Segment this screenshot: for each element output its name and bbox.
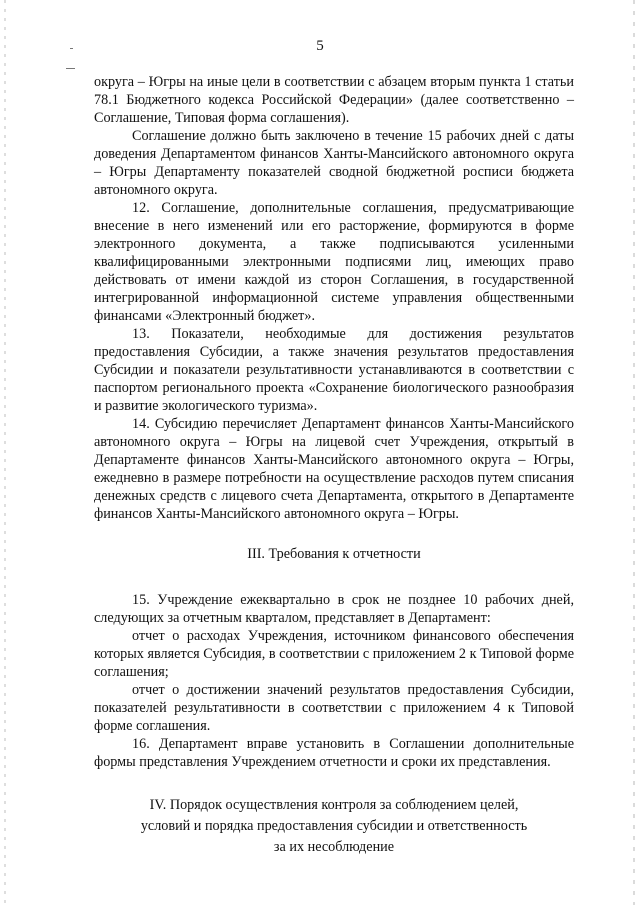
page-number: 5: [316, 38, 324, 54]
section-4-heading-line-3: за их несоблюдение: [273, 839, 395, 855]
scan-edge-left: [4, 0, 6, 905]
scan-edge-right: [633, 0, 635, 905]
paragraph-13: 13. Показатели, необходимые для достижения результатов предоставления Субсидии, а также значения результатов предоставления Субсидии и показатели результативности устанавливаются в соответствии с паспортом регионального проекта «Сохранение биологического разнообразия и развитие экологического туризма».: [94, 326, 574, 414]
paragraph-agreement-deadline: Соглашение должно быть заключено в течение 15 рабочих дней с даты доведения Департаментом финансов Ханты-Мансийского автономного округа – Югры Департаменту показателей сводной бюджетной росписи бюджета автономного округа.: [94, 128, 574, 198]
paragraph-15: 15. Учреждение ежеквартально в срок не позднее 10 рабочих дней, следующих за отчетным кварталом, представляет в Департамент:: [94, 592, 574, 626]
paragraph-15-item-results: отчет о достижении значений результатов предоставления Субсидии, показателей результативности в соответствии с приложением 4 к Типовой форме соглашения.: [94, 682, 574, 734]
paragraph-14: 14. Субсидию перечисляет Департамент финансов Ханты-Мансийского автономного округа – Югры на лицевой счет Учреждения, открытый в Департаменте финансов Ханты-Мансийского автономного округа – Югры, ежедневно в размере потребности на осуществление расходов путем списания денежных средств с лицевого счета Департамента, открытого в Департаменте финансов Ханты-Мансийского автономного округа – Югры.: [94, 416, 574, 522]
section-4-heading: [94, 795, 574, 858]
section-3-heading: III. Требования к отчетности: [247, 546, 421, 562]
paragraph-15-item-expenses: отчет о расходах Учреждения, источником финансового обеспечения которых является Субсидия, в соответствии с приложением 2 к Типовой форме соглашения;: [94, 628, 574, 680]
section-4-heading-line-1: IV. Порядок осуществления контроля за соблюдением целей,: [149, 797, 519, 813]
paragraph-16: 16. Департамент вправе установить в Соглашении дополнительные формы представления Учреждением отчетности и сроки их представления.: [94, 736, 574, 770]
paragraph-12: 12. Соглашение, дополнительные соглашения, предусматривающие внесение в него изменений или его расторжение, формируются в форме электронного документа, а также подписываются усиленными квалифицированными электронными подписями лиц, имеющих право действовать от имени каждой из сторон Соглашения, в государственной интегрированной информационной системе управления общественными финансами «Электронный бюджет».: [94, 200, 574, 324]
scan-speck: [66, 68, 75, 69]
document-body: [94, 73, 574, 858]
paragraph-continuation: округа – Югры на иные цели в соответствии с абзацем вторым пункта 1 статьи 78.1 Бюджетного кодекса Российской Федерации» (далее соответственно – Соглашение, Типовая форма соглашения).: [94, 74, 574, 126]
section-4-heading-line-2: условий и порядка предоставления субсидии и ответственность: [140, 818, 528, 834]
